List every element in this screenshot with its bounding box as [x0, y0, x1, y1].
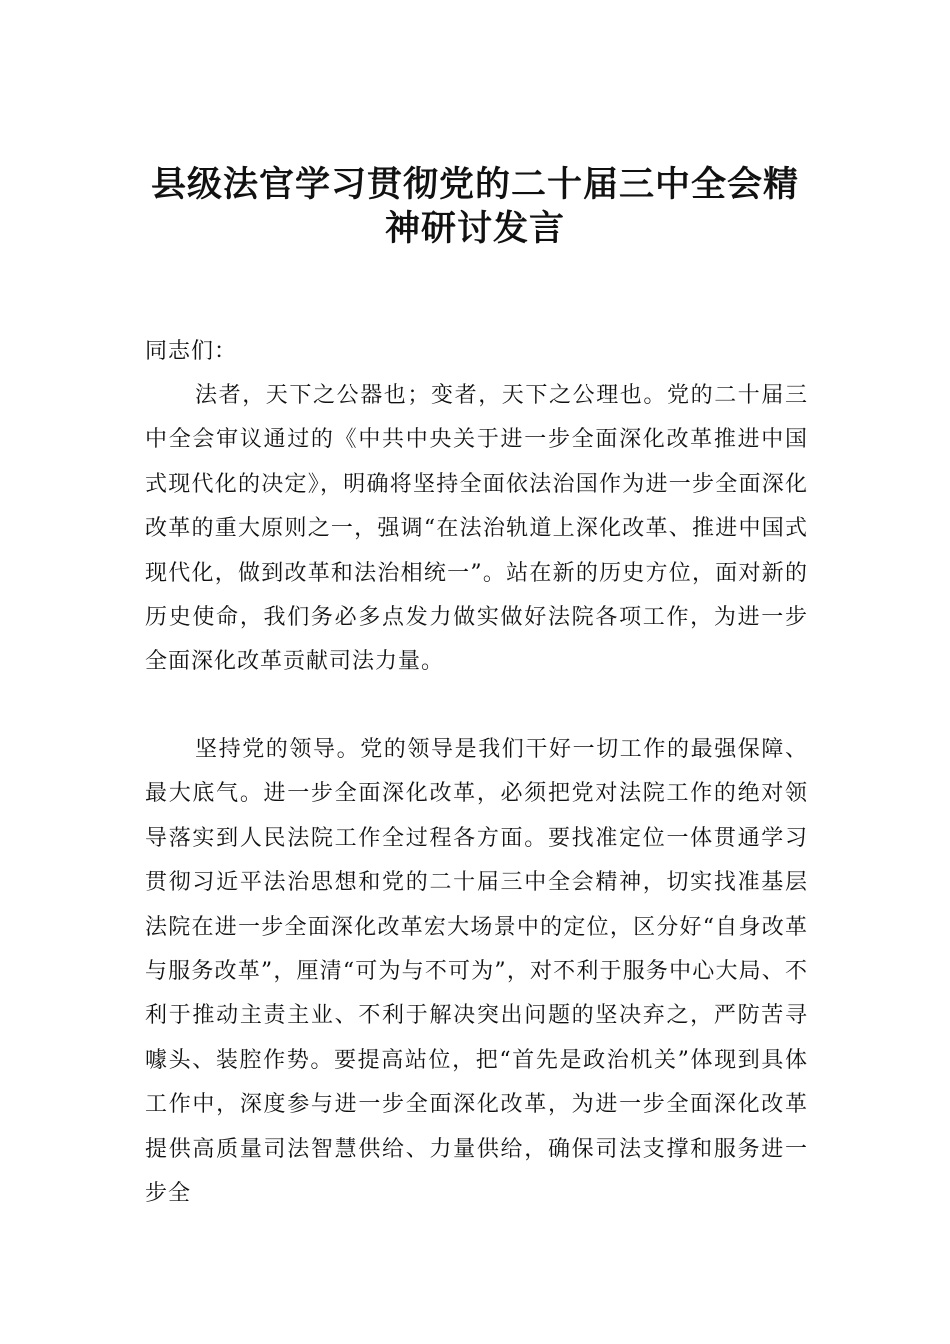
document-title-line-1: 县级法官学习贯彻党的二十届三中全会精 [150, 164, 799, 205]
document-title-line-2: 神研讨发言 [384, 208, 565, 249]
salutation: 同志们： [145, 339, 238, 364]
paragraph-2: 坚持党的领导。党的领导是我们干好一切工作的最强保障、最大底气。进一步全面深化改革，必须把党对法院工作的绝对领导落实到人民法院工作全过程各方面。要找准定位一体贯通学习贯彻习近平法治思想和党的二十届三中全会精神，切实找准基层法院在进一步全面深化改革宏大场景中的定位，区分好“自身改革与服务改革”，厘清“可为与不可为”，对不利于服务中心大局、不利于推动主责主业、不利于解决突出问题的坚决弃之，严防苦寻噱头、装腔作势。要提高站位，把“首先是政治机关”体现到具体工作中，深度参与进一步全面深化改革，为进一步全面深化改革提供高质量司法智慧供给、力量供给，确保司法支撑和服务进一步全 [145, 737, 808, 1207]
paragraph-1: 法者，天下之公器也；变者，天下之公理也。党的二十届三中全会审议通过的《中共中央关于进一步全面深化改革推进中国式现代化的决定》，明确将坚持全面依法治国作为进一步全面深化改革的重大原则之一，强调“在法治轨道上深化改革、推进中国式现代化，做到改革和法治相统一”。站在新的历史方位，面对新的历史使命，我们务必多点发力做实做好法院各项工作，为进一步全面深化改革贡献司法力量。 [145, 383, 808, 675]
